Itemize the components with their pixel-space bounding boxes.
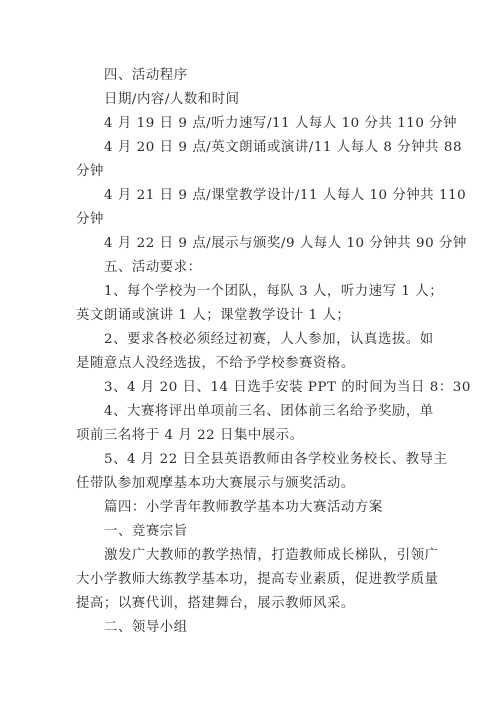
- requirement-5-line: 5、4 月 22 日全县英语教师由各学校业务校长、教导主: [104, 452, 448, 467]
- schedule-line-apr21: 4 月 21 日 9 点/课堂教学设计/11 人每人 10 分钟共 110: [104, 188, 467, 203]
- section-heading-activity-procedure: 四、活动程序: [104, 68, 188, 83]
- requirement-3-line: 3、4 月 20 日、14 日选手安装 PPT 的时间为当日 8：30: [104, 380, 471, 395]
- requirement-2-cont: 是随意点人没经选拔，不给予学校参赛资格。: [76, 356, 355, 371]
- requirement-5-cont: 任带队参加观摩基本功大赛展示与颁奖活动。: [76, 476, 355, 491]
- schedule-line-apr22: 4 月 22 日 9 点/展示与颁奖/9 人每人 10 分钟共 90 分钟: [104, 236, 467, 251]
- requirement-4-cont: 项前三名将于 4 月 22 日集中展示。: [76, 428, 304, 443]
- requirement-1-line: 1、每个学校为一个团队，每队 3 人，听力速写 1 人；: [104, 284, 444, 299]
- requirement-2-line: 2、要求各校必须经过初赛，人人参加，认真选拔。如: [104, 332, 434, 347]
- schedule-header-line: 日期/内容/人数和时间: [104, 92, 240, 107]
- schedule-line-apr19: 4 月 19 日 9 点/听力速写/11 人每人 10 分共 110 分钟: [104, 116, 458, 131]
- section-heading-leadership: 二、领导小组: [104, 620, 188, 635]
- section-heading-purpose: 一、竞赛宗旨: [104, 524, 188, 539]
- section-heading-requirements: 五、活动要求：: [104, 260, 202, 275]
- schedule-line-apr20: 4 月 20 日 9 点/英文朗诵或演讲/11 人每人 8 分钟共 88: [104, 140, 463, 155]
- purpose-paragraph-line-3: 提高；以赛代训，搭建舞台，展示教师风采。: [76, 596, 355, 611]
- schedule-line-apr20-cont: 分钟: [76, 164, 104, 179]
- purpose-paragraph-line-2: 大小学教师大练教学基本功，提高专业素质，促进教学质量: [76, 572, 439, 587]
- schedule-line-apr21-cont: 分钟: [76, 212, 104, 227]
- purpose-paragraph-line-1: 激发广大教师的教学热情，打造教师成长梯队，引领广: [104, 548, 439, 563]
- requirement-4-line: 4、大赛将评出单项前三名、团体前三名给予奖励，单: [104, 404, 434, 419]
- chapter-four-title: 篇四：小学青年教师教学基本功大赛活动方案: [104, 500, 383, 515]
- requirement-1-cont: 英文朗诵或演讲 1 人；课堂教学设计 1 人；: [76, 308, 351, 323]
